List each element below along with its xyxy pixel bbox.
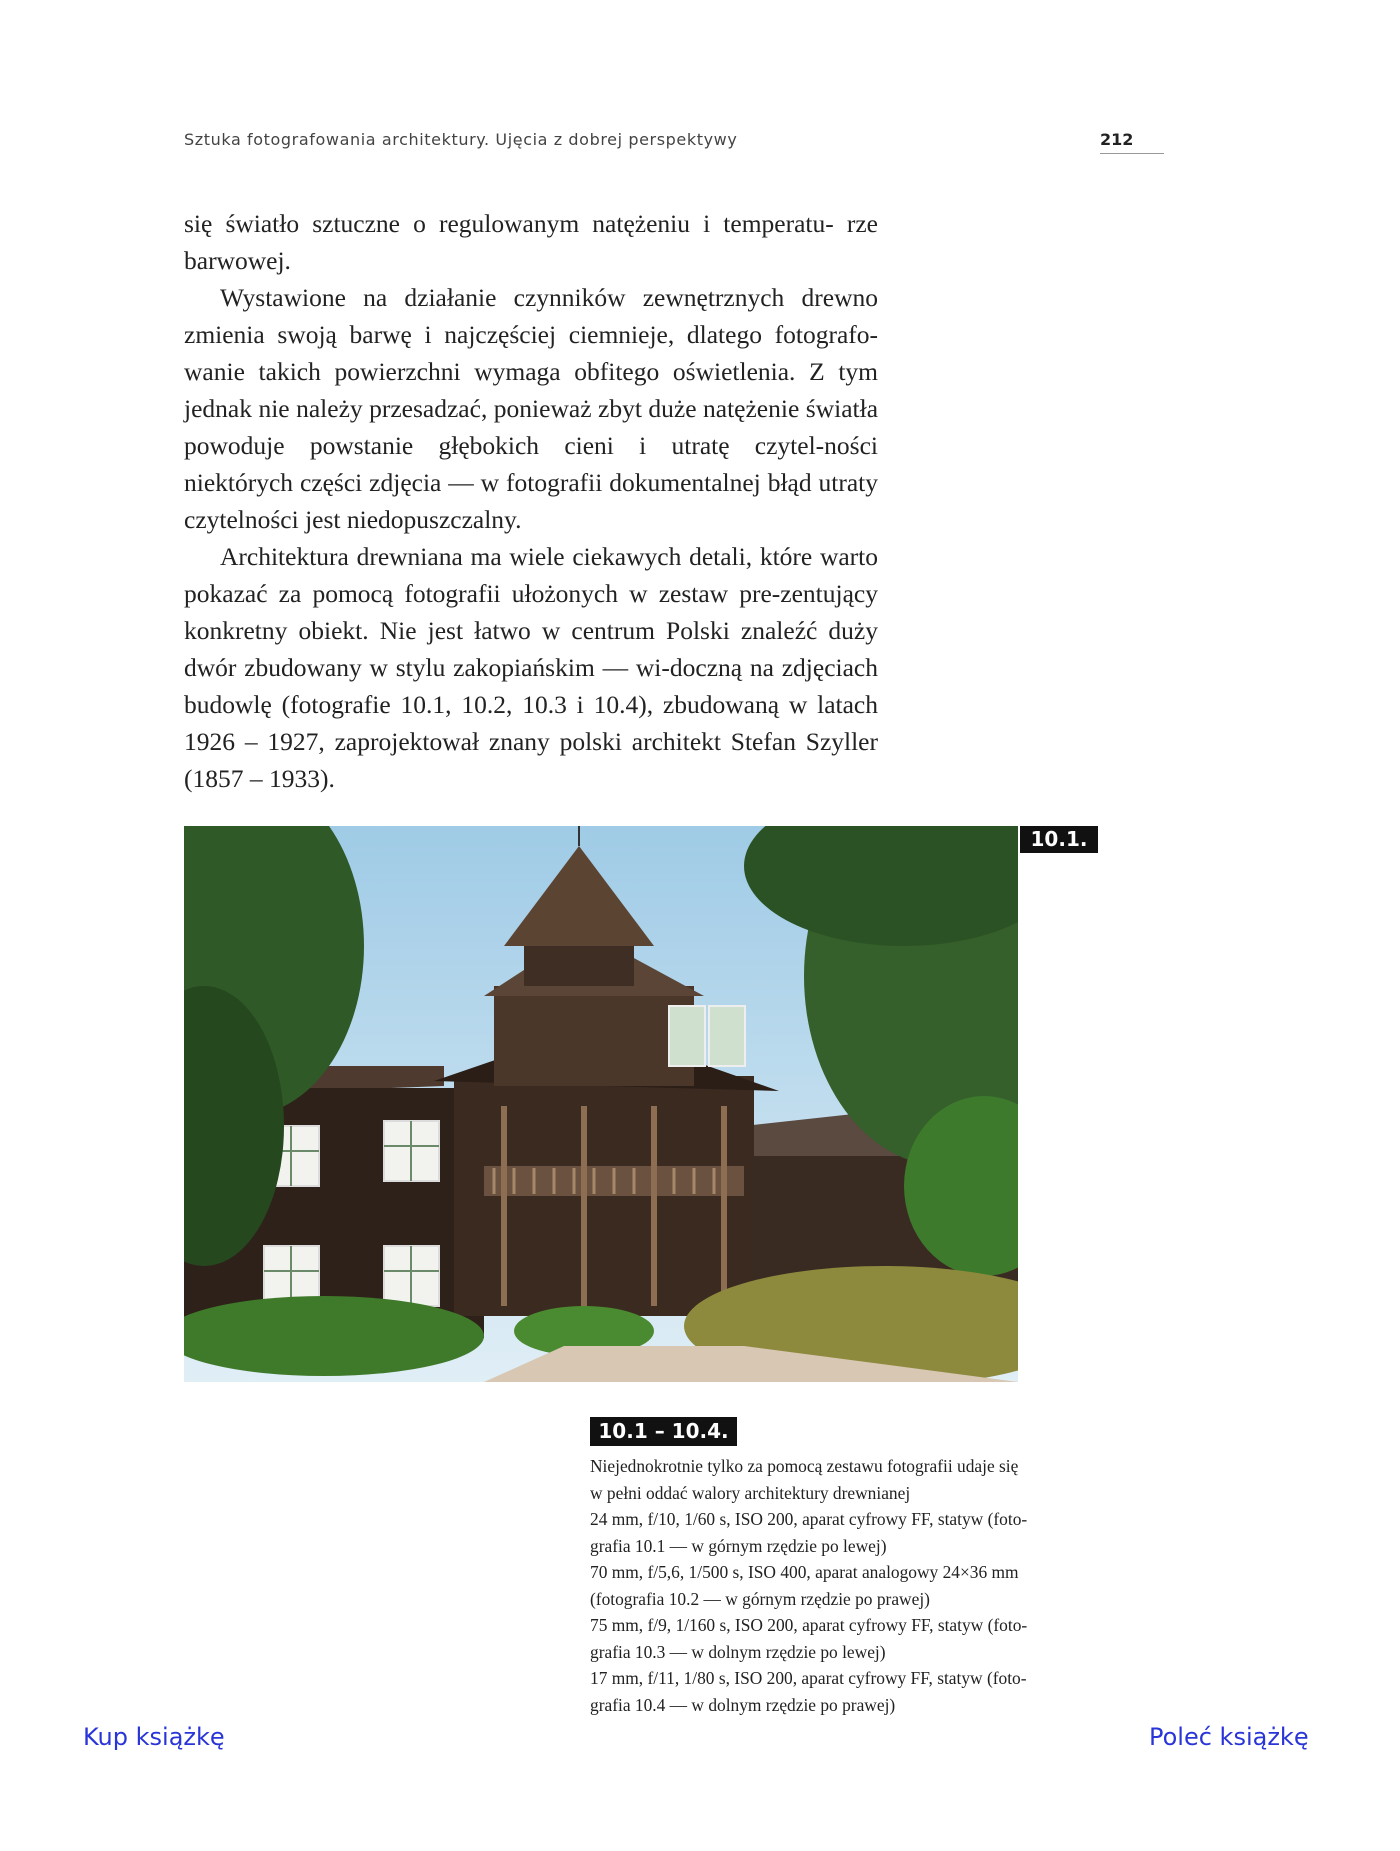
caption-text bbox=[590, 1453, 1100, 1718]
text-line: warto pokazać za pomocą fotografii ułożonych w zestaw pre- bbox=[184, 542, 879, 608]
caption-line: Niejednokrotnie tylko za pomocą zestawu fotografii udaje się bbox=[590, 1456, 1019, 1476]
caption-line: grafia 10.1 — w górnym rzędzie po lewej) bbox=[590, 1535, 887, 1556]
text-line: błąd utraty czytelności jest niedopuszczalny. bbox=[184, 468, 879, 534]
text-line: zmienia swoją barwę i najczęściej ciemnieje, dlatego fotografo- bbox=[184, 320, 878, 349]
text-line: zbudowaną w latach 1926 – 1927, zaprojektował znany polski bbox=[184, 690, 879, 756]
running-title: Sztuka fotografowania architektury. Ujęcia z dobrej perspektywy bbox=[184, 130, 738, 149]
text-line: jednak nie należy przesadzać, ponieważ zbyt duże natężenie bbox=[184, 394, 800, 423]
text-line: rze barwowej. bbox=[184, 209, 879, 275]
recommend-book-link[interactable]: Poleć książkę bbox=[1149, 1723, 1309, 1751]
manor-illustration bbox=[184, 826, 1018, 1382]
text-line: Wystawione na działanie czynników zewnętrznych drewno bbox=[220, 283, 878, 312]
paragraph-1 bbox=[184, 205, 878, 279]
caption-line: 70 mm, f/5,6, 1/500 s, ISO 400, aparat analogowy 24×36 mm bbox=[590, 1562, 1019, 1582]
paragraph-2 bbox=[184, 279, 878, 538]
caption-label: 10.1 – 10.4. bbox=[590, 1417, 737, 1446]
caption-line: 75 mm, f/9, 1/160 s, ISO 200, aparat cyfrowy FF, statyw (foto- bbox=[590, 1615, 1028, 1635]
page-number: 212 bbox=[1100, 130, 1164, 154]
caption-line: grafia 10.3 — w dolnym rzędzie po lewej) bbox=[590, 1641, 886, 1662]
text-line: zentujący konkretny obiekt. Nie jest łatwo w centrum Polski bbox=[184, 579, 878, 645]
text-line: ności niektórych części zdjęcia — w fotografii dokumentalnej bbox=[184, 431, 878, 497]
text-line: wanie takich powierzchni wymaga obfitego oświetlenia. Z tym bbox=[184, 357, 878, 386]
buy-book-link[interactable]: Kup książkę bbox=[83, 1723, 225, 1751]
caption-line: 17 mm, f/11, 1/80 s, ISO 200, aparat cyfrowy FF, statyw (foto- bbox=[590, 1668, 1027, 1688]
caption-line: 24 mm, f/10, 1/60 s, ISO 200, aparat cyfrowy FF, statyw (foto- bbox=[590, 1509, 1028, 1529]
body-text bbox=[184, 205, 878, 797]
caption-line: w pełni oddać walory architektury drewnianej bbox=[590, 1482, 911, 1503]
caption-line: grafia 10.4 — w dolnym rzędzie po prawej) bbox=[590, 1694, 896, 1715]
photo-wooden-manor bbox=[184, 826, 1018, 1382]
text-line: światła powoduje powstanie głębokich cieni i utratę czytel- bbox=[184, 394, 879, 460]
text-line: znaleźć duży dwór zbudowany w stylu zakopiańskim — wi- bbox=[184, 616, 878, 682]
paragraph-3 bbox=[184, 538, 878, 797]
caption-line: (fotografia 10.2 — w górnym rzędzie po prawej) bbox=[590, 1588, 930, 1609]
text-line: architekt Stefan Szyller (1857 – 1933). bbox=[184, 727, 878, 793]
text-line: Architektura drewniana ma wiele ciekawych detali, które bbox=[220, 542, 813, 571]
figure-label: 10.1. bbox=[1020, 826, 1098, 853]
text-line: się światło sztuczne o regulowanym natężeniu i temperatu- bbox=[184, 209, 834, 238]
text-line: doczną na zdjęciach budowlę (fotografie 10.1, 10.2, 10.3 i 10.4), bbox=[184, 653, 878, 719]
